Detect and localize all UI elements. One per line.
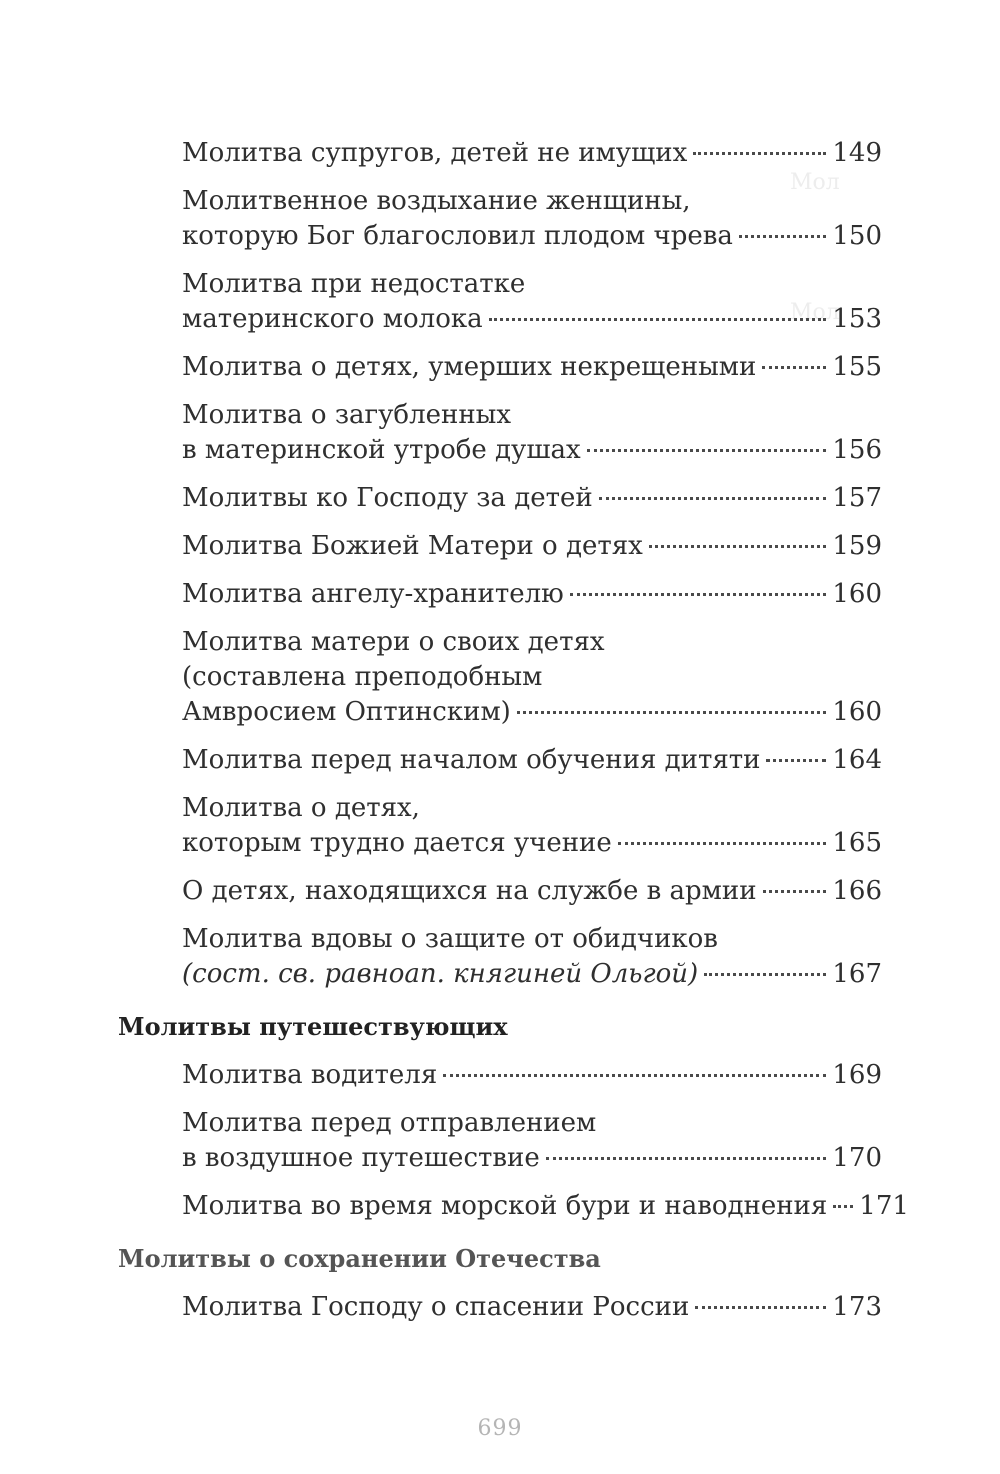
toc-page-number: 149	[832, 138, 882, 168]
toc-entry[interactable]	[118, 1106, 882, 1176]
page-number-folio: 699	[477, 1416, 523, 1441]
toc-entry-title: Молитва супругов, детей не имущих	[182, 138, 688, 168]
leader-dots	[489, 318, 827, 321]
leader-dots	[833, 1205, 853, 1208]
leader-dots	[587, 449, 827, 452]
toc-entry[interactable]	[118, 1290, 882, 1325]
section-heading: Молитвы о сохранении Отечества	[118, 1244, 601, 1273]
toc-entry-title: Молитва вдовы о защите от обидчиков	[182, 924, 718, 954]
toc-entry[interactable]	[118, 481, 882, 516]
leader-dots	[695, 1306, 826, 1309]
toc-entry-title-continued: в материнской утробе душах	[182, 435, 581, 465]
toc-page-number: 160	[832, 697, 882, 727]
toc-page-number: 165	[832, 828, 882, 858]
leader-dots	[763, 890, 827, 893]
toc-entry-title: Молитва о детях,	[182, 793, 420, 823]
show-through-text: Мол	[790, 300, 840, 325]
toc-page-number: 171	[859, 1191, 909, 1221]
leader-dots	[443, 1074, 826, 1077]
toc-entry-attribution: (сост. св. равноап. княгиней Ольгой)	[182, 959, 699, 989]
toc-entry-title: О детях, находящихся на службе в армии	[182, 876, 757, 906]
leader-dots	[546, 1157, 827, 1160]
toc-entry-title-continued: материнского молока	[182, 304, 483, 334]
leader-dots	[693, 152, 826, 155]
toc-entry[interactable]	[118, 577, 882, 612]
toc-page-number: 173	[832, 1292, 882, 1322]
toc-entry-title: Молитвенное воздыхание женщины,	[182, 186, 691, 216]
toc-entry-title: Молитва при недостатке	[182, 269, 526, 299]
toc-entry[interactable]	[118, 1058, 882, 1093]
toc-page-number: 157	[832, 483, 882, 513]
leader-dots	[704, 973, 826, 976]
toc-page-number: 164	[832, 745, 882, 775]
toc-entry-title: Молитвы ко Господу за детей	[182, 483, 593, 513]
toc-entry-title: Молитва Господу о спасении России	[182, 1292, 690, 1322]
toc-entry-title-continued: (составлена преподобным	[182, 662, 543, 692]
toc-entry-title: Молитва ангелу-хранителю	[182, 579, 564, 609]
leader-dots	[570, 593, 827, 596]
toc-page-number: 160	[832, 579, 882, 609]
toc-entry-title: Молитва о загубленных	[182, 400, 511, 430]
toc-page-number: 150	[832, 221, 882, 251]
toc-entry[interactable]	[118, 398, 882, 468]
toc-entry-title: Молитва о детях, умерших некрещеными	[182, 352, 757, 382]
toc-page-number: 167	[832, 959, 882, 989]
toc-entry[interactable]	[118, 267, 882, 337]
leader-dots	[766, 759, 826, 762]
table-of-contents	[118, 136, 909, 1338]
toc-entry-title-continued: которым трудно дается учение	[182, 828, 612, 858]
toc-entry-title-continued: в воздушное путешествие	[182, 1143, 540, 1173]
toc-page-number: 169	[832, 1060, 882, 1090]
leader-dots	[739, 235, 826, 238]
toc-entry-title-continued: Амвросием Оптинским)	[182, 697, 511, 727]
toc-entry[interactable]	[118, 922, 882, 992]
show-through-text: Мол	[790, 170, 840, 195]
toc-entry[interactable]	[118, 184, 882, 254]
leader-dots	[762, 366, 826, 369]
toc-entry-title: Молитва во время морской бури и наводнения	[182, 1191, 828, 1221]
section-heading: Молитвы путешествующих	[118, 1012, 508, 1041]
toc-entry[interactable]	[118, 743, 882, 778]
toc-page-number: 170	[832, 1143, 882, 1173]
toc-entry[interactable]	[118, 874, 882, 909]
toc-entry-title: Молитва матери о своих детях	[182, 627, 605, 657]
toc-entry-title: Молитва Божией Матери о детях	[182, 531, 643, 561]
toc-entry[interactable]	[118, 1189, 909, 1224]
toc-page-number: 166	[832, 876, 882, 906]
toc-page-number: 156	[832, 435, 882, 465]
toc-entry[interactable]	[118, 529, 882, 564]
toc-page-number: 153	[832, 304, 882, 334]
toc-entry-title-continued: которую Бог благословил плодом чрева	[182, 221, 733, 251]
leader-dots	[599, 497, 827, 500]
leader-dots	[649, 545, 827, 548]
toc-page-number: 155	[832, 352, 882, 382]
toc-entry-title: Молитва перед отправлением	[182, 1108, 597, 1138]
toc-entry[interactable]	[118, 625, 882, 730]
toc-entry[interactable]	[118, 791, 882, 861]
leader-dots	[618, 842, 827, 845]
leader-dots	[517, 711, 827, 714]
toc-page-number: 159	[832, 531, 882, 561]
toc-entry[interactable]	[118, 350, 882, 385]
toc-entry-title: Молитва водителя	[182, 1060, 438, 1090]
toc-entry-title: Молитва перед началом обучения дитяти	[182, 745, 761, 775]
toc-entry[interactable]	[118, 136, 882, 171]
